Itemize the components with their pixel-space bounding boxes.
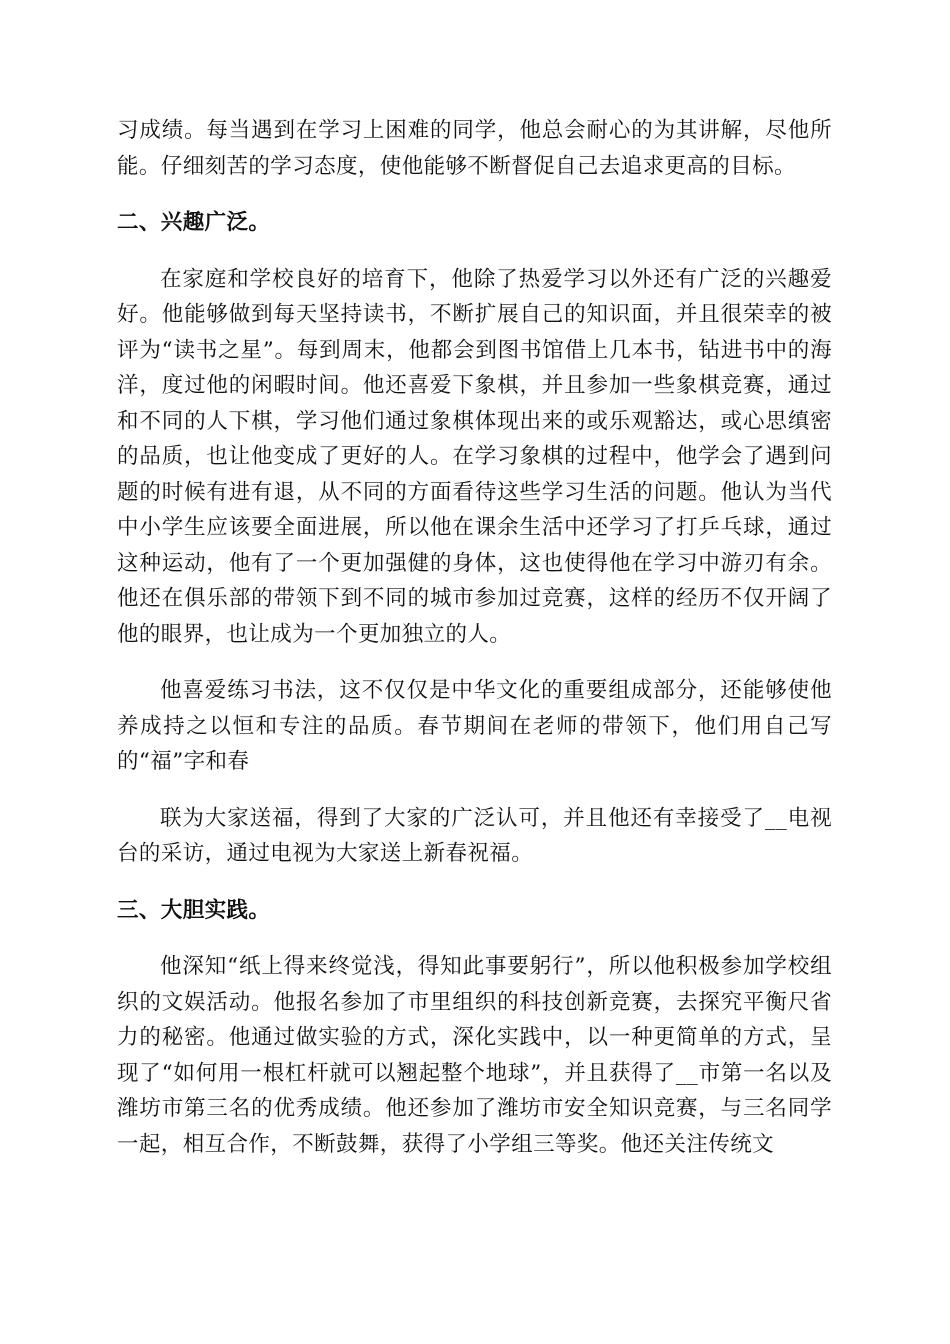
section-heading-interests: 二、兴趣广泛。 — [117, 210, 271, 235]
paragraph-practice: 他深知“纸上得来终觉浅，得知此事要躬行”，所以他积极参加学校组织的文娱活动。他报名参加了市里组织的科技创新竞赛，去探究平衡尺省力的秘密。他通过做实验的方式，深化实践中，以一种更简单的方式，呈现了“如何用一根杠杆就可以翘起整个地球”，并且获得了__市第一名以及潍坊市第三名的优秀成绩。他还参加了潍坊市安全知识竞赛，与三名同学一起，相互合作，不断鼓舞，获得了小学组三等奖。他还关注传统文 — [117, 954, 832, 1157]
paragraph-calligraphy: 他喜爱练习书法，这不仅仅是中华文化的重要组成部分，还能够使他养成持之以恒和专注的品质。春节期间在老师的带领下，他们用自己写的“福”字和春 — [117, 678, 832, 774]
paragraph-study-continued: 习成绩。每当遇到在学习上困难的同学，他总会耐心的为其讲解，尽他所能。仔细刻苦的学习态度，使他能够不断督促自己去追求更高的目标。 — [117, 118, 832, 179]
paragraph-interests: 在家庭和学校良好的培育下，他除了热爱学习以外还有广泛的兴趣爱好。他能够做到每天坚持读书，不断扩展自己的知识面，并且很荣幸的被评为“读书之星”。每到周末，他都会到图书馆借上几本书，钻进书中的海洋，度过他的闲暇时间。他还喜爱下象棋，并且参加一些象棋竞赛，通过和不同的人下棋，学习他们通过象棋体现出来的或乐观豁达，或心思缜密的品质，也让他变成了更好的人。在学习象棋的过程中，他学会了遇到问题的时候有进有退，从不同的方面看待这些学习生活的问题。他认为当代中小学生应该要全面进展，所以他在课余生活中还学习了打乒乓球，通过这种运动，他有了一个更加强健的身体，这也使得他在学习中游刃有余。他还在俱乐部的带领下到不同的城市参加过竞赛，这样的经历不仅开阔了他的眼界，也让成为一个更加独立的人。 — [117, 266, 832, 647]
section-heading-practice: 三、大胆实践。 — [117, 897, 271, 923]
paragraph-couplets: 联为大家送福，得到了大家的广泛认可，并且他还有幸接受了__电视台的采访，通过电视为大家送上新春祝福。 — [117, 805, 832, 866]
document-page — [117, 113, 832, 1162]
